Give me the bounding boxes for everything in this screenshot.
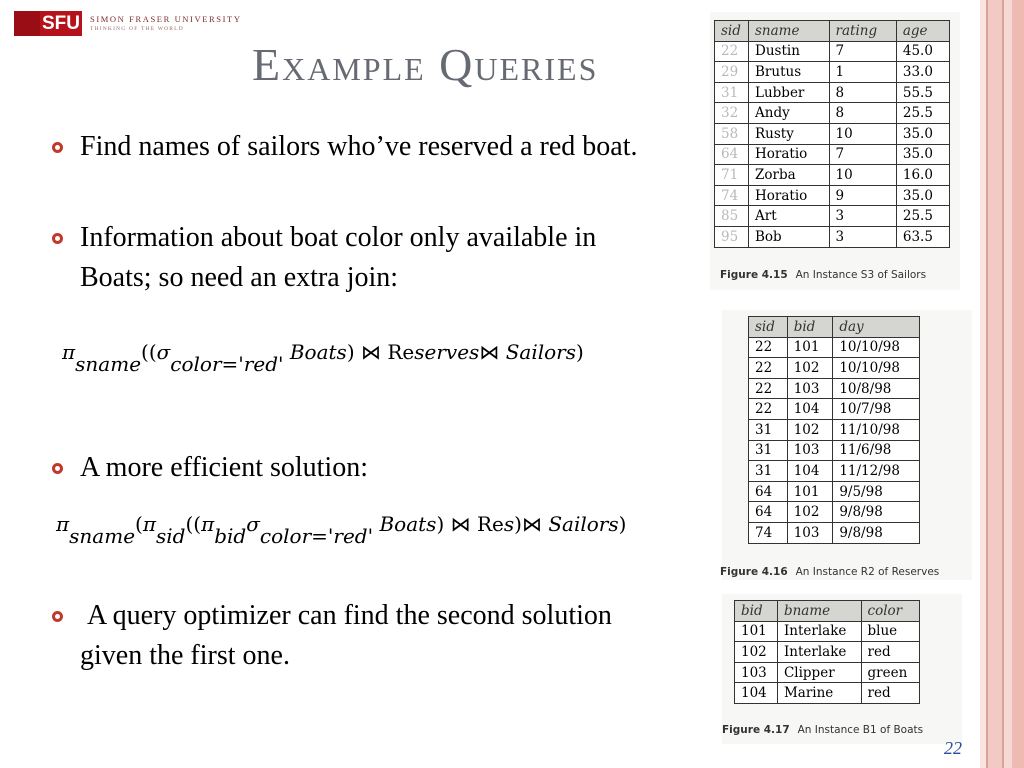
table-cell: 16.0 — [896, 165, 949, 186]
table-cell: 22 — [749, 378, 788, 399]
table-cell: 103 — [787, 378, 833, 399]
table-row — [715, 144, 950, 165]
table-cell: Horatio — [749, 185, 830, 206]
table-cell: 10/10/98 — [833, 337, 920, 358]
table-cell: 3 — [829, 206, 896, 227]
table-cell: Lubber — [749, 82, 830, 103]
table-cell: 104 — [787, 399, 833, 420]
table-cell: 102 — [787, 419, 833, 440]
table-cell: 102 — [787, 502, 833, 523]
table-cell: 25.5 — [896, 103, 949, 124]
table-row — [715, 206, 950, 227]
table-row — [715, 123, 950, 144]
table-header-row: sid sname rating age — [715, 21, 950, 42]
reserves-table — [748, 316, 920, 544]
table-row — [715, 185, 950, 206]
table-cell: 85 — [715, 206, 749, 227]
logo-main-text: SIMON FRASER UNIVERSITY — [90, 14, 242, 24]
table-cell: 7 — [829, 144, 896, 165]
table-row — [715, 82, 950, 103]
formula-2: $\pi_{sname}(\pi_{sid}((\pi_{bid}\sigma_{color='red'}$ Boats) ⋈ Res)⋈ Sailors) — [56, 512, 627, 548]
table-row — [749, 399, 920, 420]
table-row — [749, 502, 920, 523]
table-cell: 102 — [787, 358, 833, 379]
table-cell: 64 — [749, 481, 788, 502]
table-cell: 101 — [787, 481, 833, 502]
table-cell: 35.0 — [896, 123, 949, 144]
bullet-4 — [52, 596, 660, 676]
table-cell: 101 — [735, 621, 778, 642]
table-cell: 31 — [749, 461, 788, 482]
table-cell: 95 — [715, 226, 749, 247]
table-cell: 103 — [787, 522, 833, 543]
sfu-logo — [14, 11, 242, 36]
table-cell: 22 — [715, 41, 749, 62]
boats-table — [734, 600, 920, 704]
table-cell: 9 — [829, 185, 896, 206]
table-row — [749, 522, 920, 543]
table-row — [749, 461, 920, 482]
table-cell: 3 — [829, 226, 896, 247]
table-cell: 64 — [749, 502, 788, 523]
bullet-2-text: Information about boat color only available in Boats; so need an extra join: — [80, 222, 597, 293]
table-cell: 29 — [715, 62, 749, 83]
table-cell: red — [861, 642, 919, 663]
table-cell: red — [861, 683, 919, 704]
table-cell: blue — [861, 621, 919, 642]
table-row — [735, 621, 920, 642]
table-cell: 32 — [715, 103, 749, 124]
table-cell: 31 — [749, 419, 788, 440]
table-cell: Zorba — [749, 165, 830, 186]
table-cell: 31 — [715, 82, 749, 103]
table-cell: 11/12/98 — [833, 461, 920, 482]
logo-box: SFU — [14, 11, 82, 36]
table-cell: Andy — [749, 103, 830, 124]
decorative-stripes — [980, 0, 1024, 768]
table-cell: 104 — [735, 683, 778, 704]
table-cell: 33.0 — [896, 62, 949, 83]
table-row — [715, 41, 950, 62]
table-cell: 71 — [715, 165, 749, 186]
table-cell: 8 — [829, 103, 896, 124]
table-cell: 11/6/98 — [833, 440, 920, 461]
table-row — [715, 103, 950, 124]
table-header-row: bid bname color — [735, 601, 920, 622]
table-cell: 58 — [715, 123, 749, 144]
table-cell: Brutus — [749, 62, 830, 83]
table-cell: 64 — [715, 144, 749, 165]
sailors-table — [714, 20, 950, 248]
boats-figure — [722, 594, 962, 744]
page-number: 22 — [944, 738, 962, 758]
table-cell: Rusty — [749, 123, 830, 144]
table-row — [715, 226, 950, 247]
table-cell: 102 — [735, 642, 778, 663]
table-cell: 10/10/98 — [833, 358, 920, 379]
bullet-3-text: A more efficient solution: — [80, 452, 368, 483]
table-cell: 101 — [787, 337, 833, 358]
table-cell: Clipper — [777, 662, 861, 683]
table-row — [715, 62, 950, 83]
bullet-ring-icon — [52, 142, 63, 153]
table-row — [749, 419, 920, 440]
bullet-ring-icon — [52, 233, 63, 244]
table-row — [735, 642, 920, 663]
table-cell: 63.5 — [896, 226, 949, 247]
bullet-3 — [52, 448, 660, 488]
table-cell: 11/10/98 — [833, 419, 920, 440]
formula-1: $\pi_{sname}((\sigma_{color='red'}$ Boats) ⋈ Reserves⋈ Sailors) — [62, 340, 584, 376]
logo-sub-text: THINKING OF THE WORLD — [90, 25, 184, 32]
table-cell: 7 — [829, 41, 896, 62]
table-row — [749, 481, 920, 502]
table-cell: 9/8/98 — [833, 522, 920, 543]
bullet-2 — [52, 218, 660, 298]
table-row — [735, 683, 920, 704]
table-cell: Interlake — [777, 621, 861, 642]
table-cell: 22 — [749, 358, 788, 379]
table-cell: 74 — [715, 185, 749, 206]
table-cell: 31 — [749, 440, 788, 461]
table-cell: Horatio — [749, 144, 830, 165]
sailors-caption: Figure 4.15 An Instance S3 of Sailors — [720, 269, 927, 281]
table-row — [715, 165, 950, 186]
table-cell: 25.5 — [896, 206, 949, 227]
table-cell: 35.0 — [896, 144, 949, 165]
table-row — [735, 662, 920, 683]
table-row — [749, 440, 920, 461]
table-cell: 45.0 — [896, 41, 949, 62]
table-cell: Art — [749, 206, 830, 227]
table-cell: Marine — [777, 683, 861, 704]
table-cell: 10/8/98 — [833, 378, 920, 399]
table-row — [749, 337, 920, 358]
table-cell: 55.5 — [896, 82, 949, 103]
table-cell: 9/5/98 — [833, 481, 920, 502]
table-cell: Bob — [749, 226, 830, 247]
bullet-ring-icon — [52, 611, 63, 622]
table-cell: Interlake — [777, 642, 861, 663]
table-cell: 10 — [829, 123, 896, 144]
table-cell: 8 — [829, 82, 896, 103]
slide-title: Example Queries — [252, 39, 599, 90]
table-cell: 10 — [829, 165, 896, 186]
sailors-figure — [710, 12, 960, 290]
table-cell: 103 — [735, 662, 778, 683]
table-cell: Dustin — [749, 41, 830, 62]
table-cell: 74 — [749, 522, 788, 543]
table-cell: 22 — [749, 337, 788, 358]
bullet-1 — [52, 127, 660, 167]
bullet-4-text: A query optimizer can find the second solution given the first one. — [80, 600, 619, 671]
table-cell: 35.0 — [896, 185, 949, 206]
table-header-row: sid bid day — [749, 317, 920, 338]
reserves-caption: Figure 4.16 An Instance R2 of Reserves — [720, 566, 940, 578]
table-cell: 103 — [787, 440, 833, 461]
boats-caption: Figure 4.17 An Instance B1 of Boats — [722, 724, 924, 736]
table-cell: 9/8/98 — [833, 502, 920, 523]
reserves-figure — [722, 310, 972, 580]
table-row — [749, 358, 920, 379]
table-row — [749, 378, 920, 399]
table-cell: 104 — [787, 461, 833, 482]
table-cell: green — [861, 662, 919, 683]
table-cell: 10/7/98 — [833, 399, 920, 420]
table-cell: 22 — [749, 399, 788, 420]
bullet-1-text: Find names of sailors who’ve reserved a red boat. — [80, 131, 638, 162]
table-cell: 1 — [829, 62, 896, 83]
bullet-ring-icon — [52, 463, 63, 474]
